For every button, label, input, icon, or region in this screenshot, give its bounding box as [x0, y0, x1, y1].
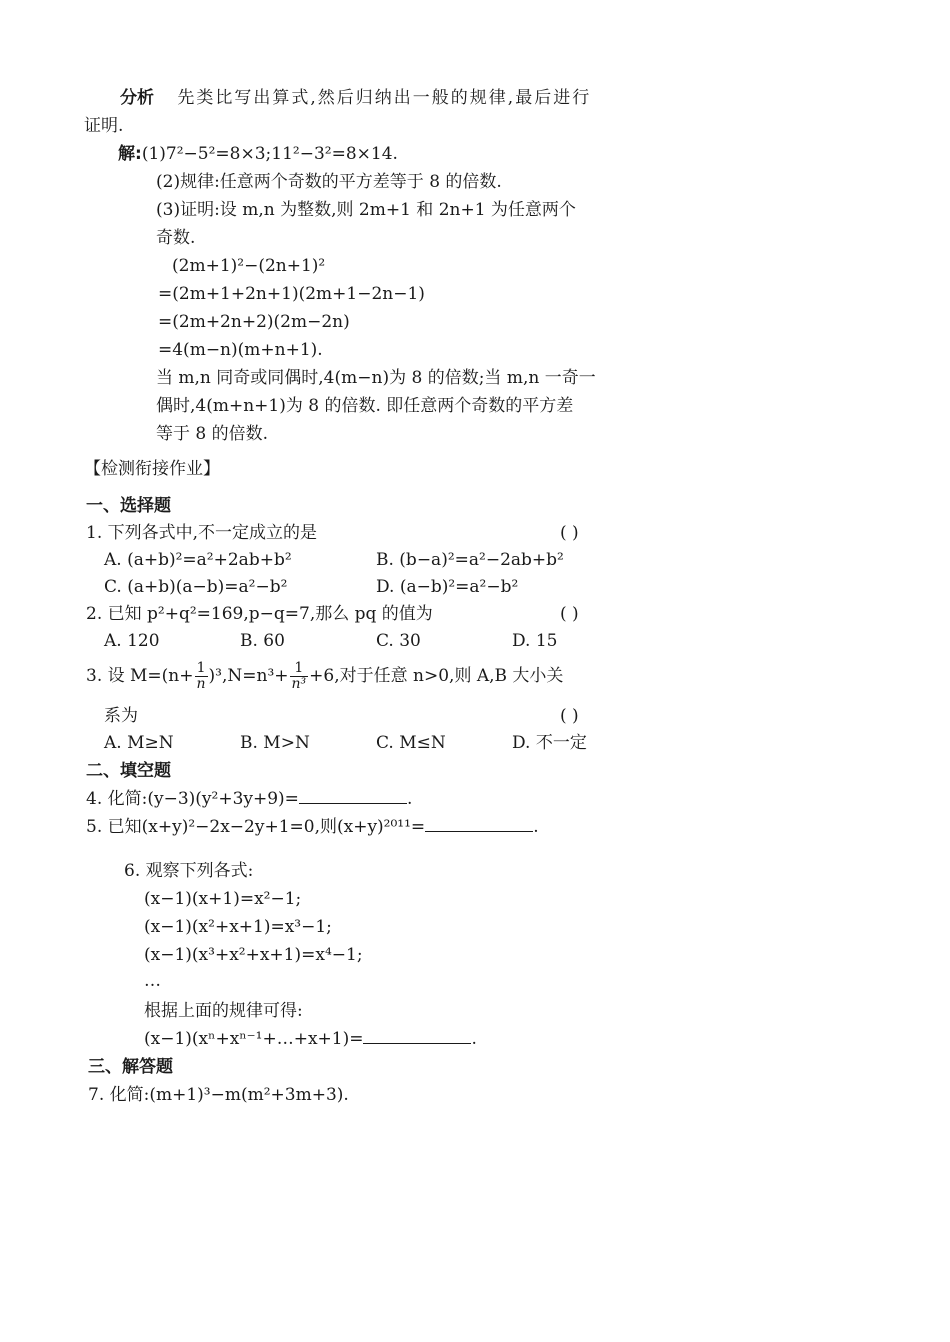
solution-part3-cont: 奇数. — [156, 228, 196, 248]
q3-stem — [86, 658, 563, 694]
q3-option-b: B. M>N — [240, 733, 310, 753]
proof-step: (2m+1)²−(2n+1)² — [172, 256, 326, 276]
solution-label: 解: — [118, 144, 142, 164]
solution-part3: (3)证明:设 m,n 为整数,则 2m+1 和 2n+1 为任意两个 — [156, 200, 576, 220]
q6-pattern-line: (x−1)(x²+x+1)=x³−1; — [144, 917, 332, 937]
q3-stem-part3: +6,对于任意 n>0,则 A,B 大小关 — [309, 666, 564, 686]
proof-conclusion: 等于 8 的倍数. — [156, 424, 269, 444]
analysis-paragraph — [120, 88, 591, 108]
q1-option-d: D. (a−b)²=a²−b² — [376, 577, 519, 597]
q2-answer-paren: ( ) — [560, 604, 579, 624]
q6-answer-blank[interactable] — [363, 1029, 471, 1044]
analysis-label: 分析 — [120, 88, 154, 108]
q2-stem: 2. 已知 p²+q²=169,p−q=7,那么 pq 的值为 — [86, 604, 433, 624]
q3-fraction-1-numerator: 1 — [195, 661, 208, 677]
q1-option-b: B. (b−a)²=a²−2ab+b² — [376, 550, 564, 570]
q1-answer-paren: ( ) — [560, 523, 579, 543]
q1-option-a: A. (a+b)²=a²+2ab+b² — [104, 550, 292, 570]
section-answer: 三、解答题 — [88, 1057, 173, 1077]
q2-option-d: D. 15 — [512, 631, 558, 651]
solution-part1-text: (1)7²−5²=8×3;11²−3²=8×14. — [141, 144, 398, 164]
q6-pattern-line: (x−1)(x+1)=x²−1; — [144, 889, 302, 909]
q3-option-d: D. 不一定 — [512, 733, 587, 753]
q6-end: . — [471, 1029, 477, 1049]
proof-conclusion: 当 m,n 同奇或同偶时,4(m−n)为 8 的倍数;当 m,n 一奇一 — [156, 368, 596, 388]
analysis-text-cont: 证明. — [84, 116, 124, 136]
q3-fraction-1 — [195, 661, 208, 692]
solution-part1 — [118, 144, 398, 164]
q6-rule: 根据上面的规律可得: — [144, 1001, 303, 1021]
q3-option-a: A. M≥N — [104, 733, 174, 753]
q6-stem: 6. 观察下列各式: — [124, 861, 254, 881]
q3-option-c: C. M≤N — [376, 733, 446, 753]
solution-part2: (2)规律:任意两个奇数的平方差等于 8 的倍数. — [156, 172, 502, 192]
q7-stem: 7. 化简:(m+1)³−m(m²+3m+3). — [88, 1085, 349, 1105]
q3-answer-paren: ( ) — [560, 706, 579, 726]
q1-stem: 1. 下列各式中,不一定成立的是 — [86, 523, 318, 543]
q3-fraction-2-numerator: 1 — [290, 661, 309, 677]
proof-step: =(2m+2n+2)(2m−2n) — [158, 312, 350, 332]
q3-fraction-1-denominator: n — [196, 676, 206, 692]
q5-stem: 5. 已知(x+y)²−2x−2y+1=0,则(x+y)²⁰¹¹= — [86, 817, 426, 837]
q3-stem-cont: 系为 — [104, 706, 138, 726]
q2-option-c: C. 30 — [376, 631, 421, 651]
proof-step: =4(m−n)(m+n+1). — [158, 340, 323, 360]
section-fill-blank: 二、填空题 — [86, 761, 171, 781]
q1-option-c: C. (a+b)(a−b)=a²−b² — [104, 577, 288, 597]
q6-pattern-line: (x−1)(x³+x²+x+1)=x⁴−1; — [144, 945, 363, 965]
q2-option-a: A. 120 — [104, 631, 160, 651]
section-choice: 一、选择题 — [86, 496, 171, 516]
analysis-text: 先类比写出算式,然后归纳出一般的规律,最后进行 — [177, 88, 592, 108]
q5-end: . — [533, 817, 539, 837]
q3-fraction-2 — [290, 661, 309, 692]
q6-ellipsis: … — [144, 971, 161, 991]
q5 — [86, 817, 539, 837]
q6-final-expression: (x−1)(xⁿ+xⁿ⁻¹+…+x+1)= — [144, 1029, 364, 1049]
q3-stem-part2: )³,N=n³+ — [208, 666, 289, 686]
proof-step: =(2m+1+2n+1)(2m+1−2n−1) — [158, 284, 425, 304]
q3-stem-part1: 3. 设 M=(n+ — [86, 666, 194, 686]
q4-stem: 4. 化简:(y−3)(y²+3y+9)= — [86, 789, 299, 809]
q5-answer-blank[interactable] — [425, 817, 533, 832]
q2-option-b: B. 60 — [240, 631, 285, 651]
q4 — [86, 789, 412, 809]
q6-final — [144, 1029, 477, 1049]
q3-fraction-2-denominator: n³ — [291, 676, 307, 692]
q4-end: . — [406, 789, 413, 809]
proof-conclusion: 偶时,4(m+n+1)为 8 的倍数. 即任意两个奇数的平方差 — [156, 396, 574, 416]
q4-answer-blank[interactable] — [299, 789, 407, 804]
homework-title: 【检测衔接作业】 — [84, 459, 220, 479]
